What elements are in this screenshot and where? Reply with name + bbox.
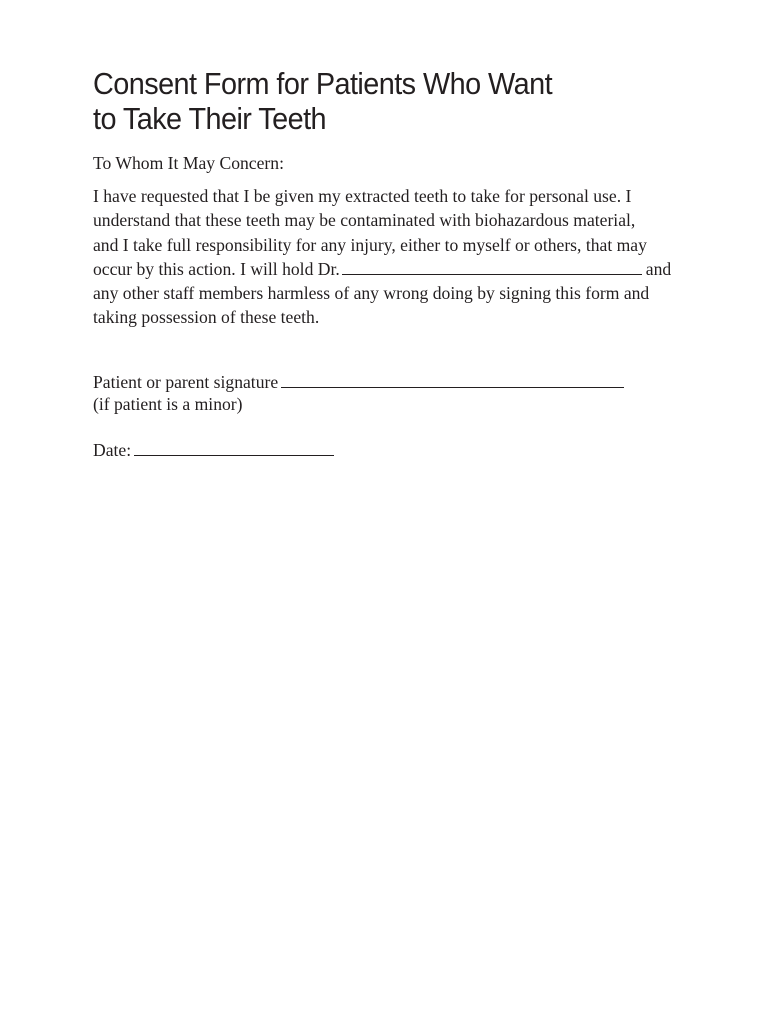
paragraph-line-4-start: occur by this action. I will hold Dr. bbox=[93, 258, 340, 279]
consent-paragraph bbox=[93, 184, 713, 330]
paragraph-line-6: taking possession of these teeth. bbox=[93, 307, 320, 328]
page-title bbox=[93, 66, 670, 136]
date-label: Date: bbox=[93, 440, 132, 460]
signature-block bbox=[93, 371, 628, 415]
date-row bbox=[93, 439, 338, 461]
paragraph-line-4 bbox=[93, 257, 713, 281]
salutation: To Whom It May Concern: bbox=[93, 153, 284, 173]
signature-blank[interactable] bbox=[281, 373, 624, 388]
doctor-name-blank[interactable] bbox=[342, 260, 642, 275]
signature-label: Patient or parent signature bbox=[93, 372, 279, 392]
date-blank[interactable] bbox=[134, 441, 334, 456]
signature-note: (if patient is a minor) bbox=[93, 394, 243, 414]
paragraph-line-2: understand that these teeth may be contaminated with biohazardous material, bbox=[93, 210, 636, 231]
paragraph-line-3: and I take full responsibility for any injury, either to myself or others, that may bbox=[93, 234, 647, 255]
title-line-1: Consent Form for Patients Who Want bbox=[93, 66, 553, 101]
paragraph-line-5: any other staff members harmless of any wrong doing by signing this form and bbox=[93, 283, 650, 304]
signature-row bbox=[93, 371, 628, 393]
paragraph-line-4-end: and bbox=[645, 258, 672, 279]
title-line-2: to Take Their Teeth bbox=[93, 101, 327, 136]
paragraph-line-1: I have requested that I be given my extracted teeth to take for personal use. I bbox=[93, 186, 632, 206]
